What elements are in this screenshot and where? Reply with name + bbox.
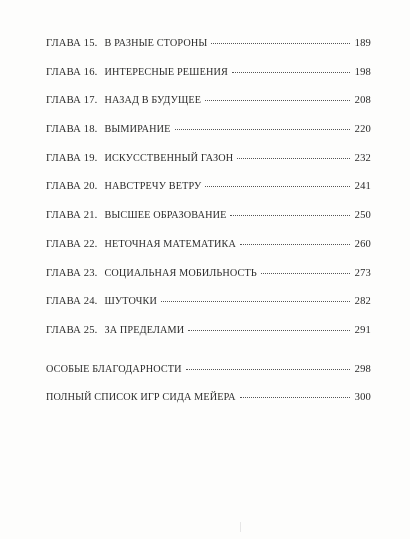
- chapter-title: ИНТЕРЕСНЫЕ РЕШЕНИЯ: [104, 66, 228, 78]
- section-spacer: [46, 354, 371, 364]
- chapter-title: НАЗАД В БУДУЩЕЕ: [104, 95, 202, 107]
- chapter-label: ГЛАВА 23.: [46, 267, 98, 279]
- dot-leader: [211, 43, 350, 44]
- dot-leader: [240, 397, 350, 398]
- chapter-title: ВЫСШЕЕ ОБРАЗОВАНИЕ: [104, 210, 227, 222]
- page-number: 232: [354, 152, 371, 164]
- page-number: 220: [354, 124, 371, 136]
- toc-entry-chapter-22[interactable]: [46, 239, 371, 268]
- chapter-title: ЗА ПРЕДЕЛАМИ: [104, 324, 185, 336]
- toc-entry-chapter-21[interactable]: [46, 210, 371, 239]
- table-of-contents: [46, 38, 371, 421]
- toc-entry-chapter-20[interactable]: [46, 181, 371, 210]
- page-edge-mark: [240, 522, 241, 532]
- dot-leader: [188, 330, 350, 331]
- toc-entry-chapter-16[interactable]: [46, 67, 371, 96]
- section-title: ОСОБЫЕ БЛАГОДАРНОСТИ: [46, 363, 182, 375]
- chapter-label: ГЛАВА 19.: [46, 152, 98, 164]
- chapter-title: НЕТОЧНАЯ МАТЕМАТИКА: [104, 238, 236, 250]
- section-title: ПОЛНЫЙ СПИСОК ИГР СИДА МЕЙЕРА: [46, 392, 236, 404]
- toc-entry-acknowledgements[interactable]: [46, 364, 371, 393]
- page-number: 189: [354, 38, 371, 49]
- chapter-title: СОЦИАЛЬНАЯ МОБИЛЬНОСТЬ: [104, 267, 257, 279]
- page-number: 282: [354, 296, 371, 308]
- chapter-title: ИСКУССТВЕННЫЙ ГАЗОН: [104, 152, 234, 164]
- dot-leader: [232, 72, 350, 73]
- page-number: 241: [354, 181, 371, 193]
- toc-entry-chapter-19[interactable]: [46, 153, 371, 182]
- chapter-label: ГЛАВА 24.: [46, 296, 98, 308]
- dot-leader: [240, 244, 350, 245]
- dot-leader: [161, 301, 350, 302]
- toc-entry-chapter-17[interactable]: [46, 95, 371, 124]
- chapter-label: ГЛАВА 15.: [46, 38, 98, 49]
- chapter-label: ГЛАВА 22.: [46, 238, 98, 250]
- page-number: 260: [354, 238, 371, 250]
- chapter-title: ВЫМИРАНИЕ: [104, 124, 171, 136]
- chapter-label: ГЛАВА 16.: [46, 66, 98, 78]
- chapter-label: ГЛАВА 20.: [46, 181, 98, 193]
- page-number: 273: [354, 267, 371, 279]
- page-number: 198: [354, 66, 371, 78]
- toc-entry-chapter-25[interactable]: [46, 325, 371, 354]
- chapter-label: ГЛАВА 17.: [46, 95, 98, 107]
- chapter-title: ШУТОЧКИ: [104, 296, 157, 308]
- dot-leader: [205, 100, 350, 101]
- dot-leader: [205, 186, 350, 187]
- page-number: 291: [354, 324, 371, 336]
- toc-entry-chapter-15[interactable]: [46, 38, 371, 67]
- dot-leader: [230, 215, 350, 216]
- dot-leader: [261, 273, 350, 274]
- dot-leader: [186, 369, 350, 370]
- toc-entry-chapter-18[interactable]: [46, 124, 371, 153]
- toc-entry-games-list[interactable]: [46, 392, 371, 421]
- chapter-label: ГЛАВА 18.: [46, 124, 98, 136]
- page-number: 300: [354, 392, 371, 404]
- page-number: 250: [354, 210, 371, 222]
- chapter-title: НАВСТРЕЧУ ВЕТРУ: [104, 181, 202, 193]
- dot-leader: [175, 129, 350, 130]
- chapter-title: В РАЗНЫЕ СТОРОНЫ: [104, 38, 208, 49]
- chapter-label: ГЛАВА 21.: [46, 210, 98, 222]
- toc-entry-chapter-23[interactable]: [46, 268, 371, 297]
- toc-entry-chapter-24[interactable]: [46, 296, 371, 325]
- dot-leader: [237, 158, 350, 159]
- page-number: 298: [354, 363, 371, 375]
- chapter-label: ГЛАВА 25.: [46, 324, 98, 336]
- page-number: 208: [354, 95, 371, 107]
